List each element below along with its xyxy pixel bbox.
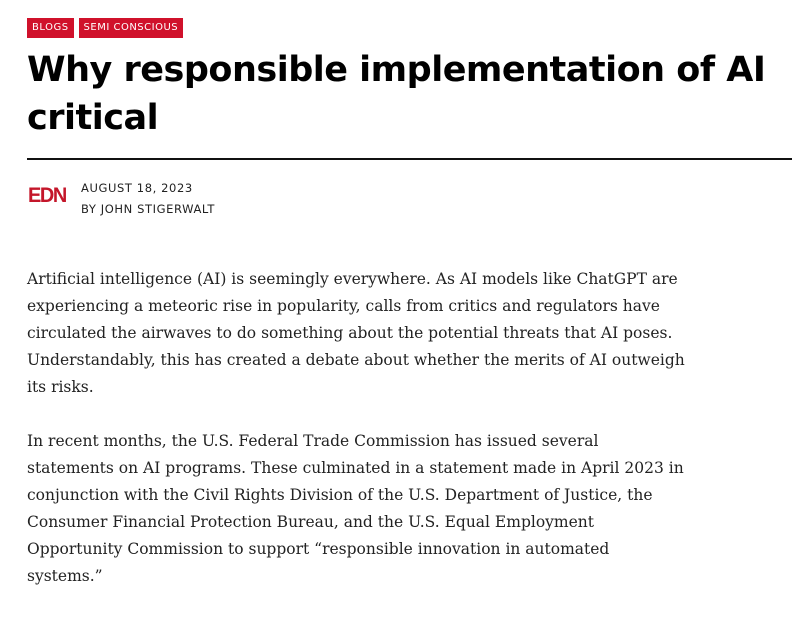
tag-blogs[interactable]: BLOGS (27, 18, 74, 38)
edn-logo[interactable]: EDN (28, 184, 66, 207)
article-meta (81, 178, 215, 220)
paragraph: In recent months, the U.S. Federal Trade Commission has issued several statements on AI programs. These culminated in a statement made in April 2023 in conjunction with the Civil Rights Division of the U.S. Department of Justice, the Consumer Financial Protection Bureau, and the U.S. Equal Employment Opportunity Commission to support “responsible innovation in automated systems.” (27, 432, 684, 585)
article-title (27, 46, 792, 142)
title-line-1: Why responsible implementation of AI (27, 50, 766, 90)
publish-date: AUGUST 18, 2023 (81, 181, 193, 195)
article-body (27, 266, 687, 617)
author-byline[interactable]: BY JOHN STIGERWALT (81, 202, 215, 216)
tag-semi-conscious[interactable]: SEMI CONSCIOUS (79, 18, 184, 38)
category-tags (27, 18, 183, 38)
divider (27, 158, 792, 160)
paragraph: Artificial intelligence (AI) is seemingly everywhere. As AI models like ChatGPT are experiencing a meteoric rise in popularity, calls from critics and regulators have circulated the airwaves to do something about the potential threats that AI poses. Understandably, this has created a debate about whether the merits of AI outweigh its risks. (27, 270, 685, 396)
title-line-2: critical (27, 98, 159, 138)
